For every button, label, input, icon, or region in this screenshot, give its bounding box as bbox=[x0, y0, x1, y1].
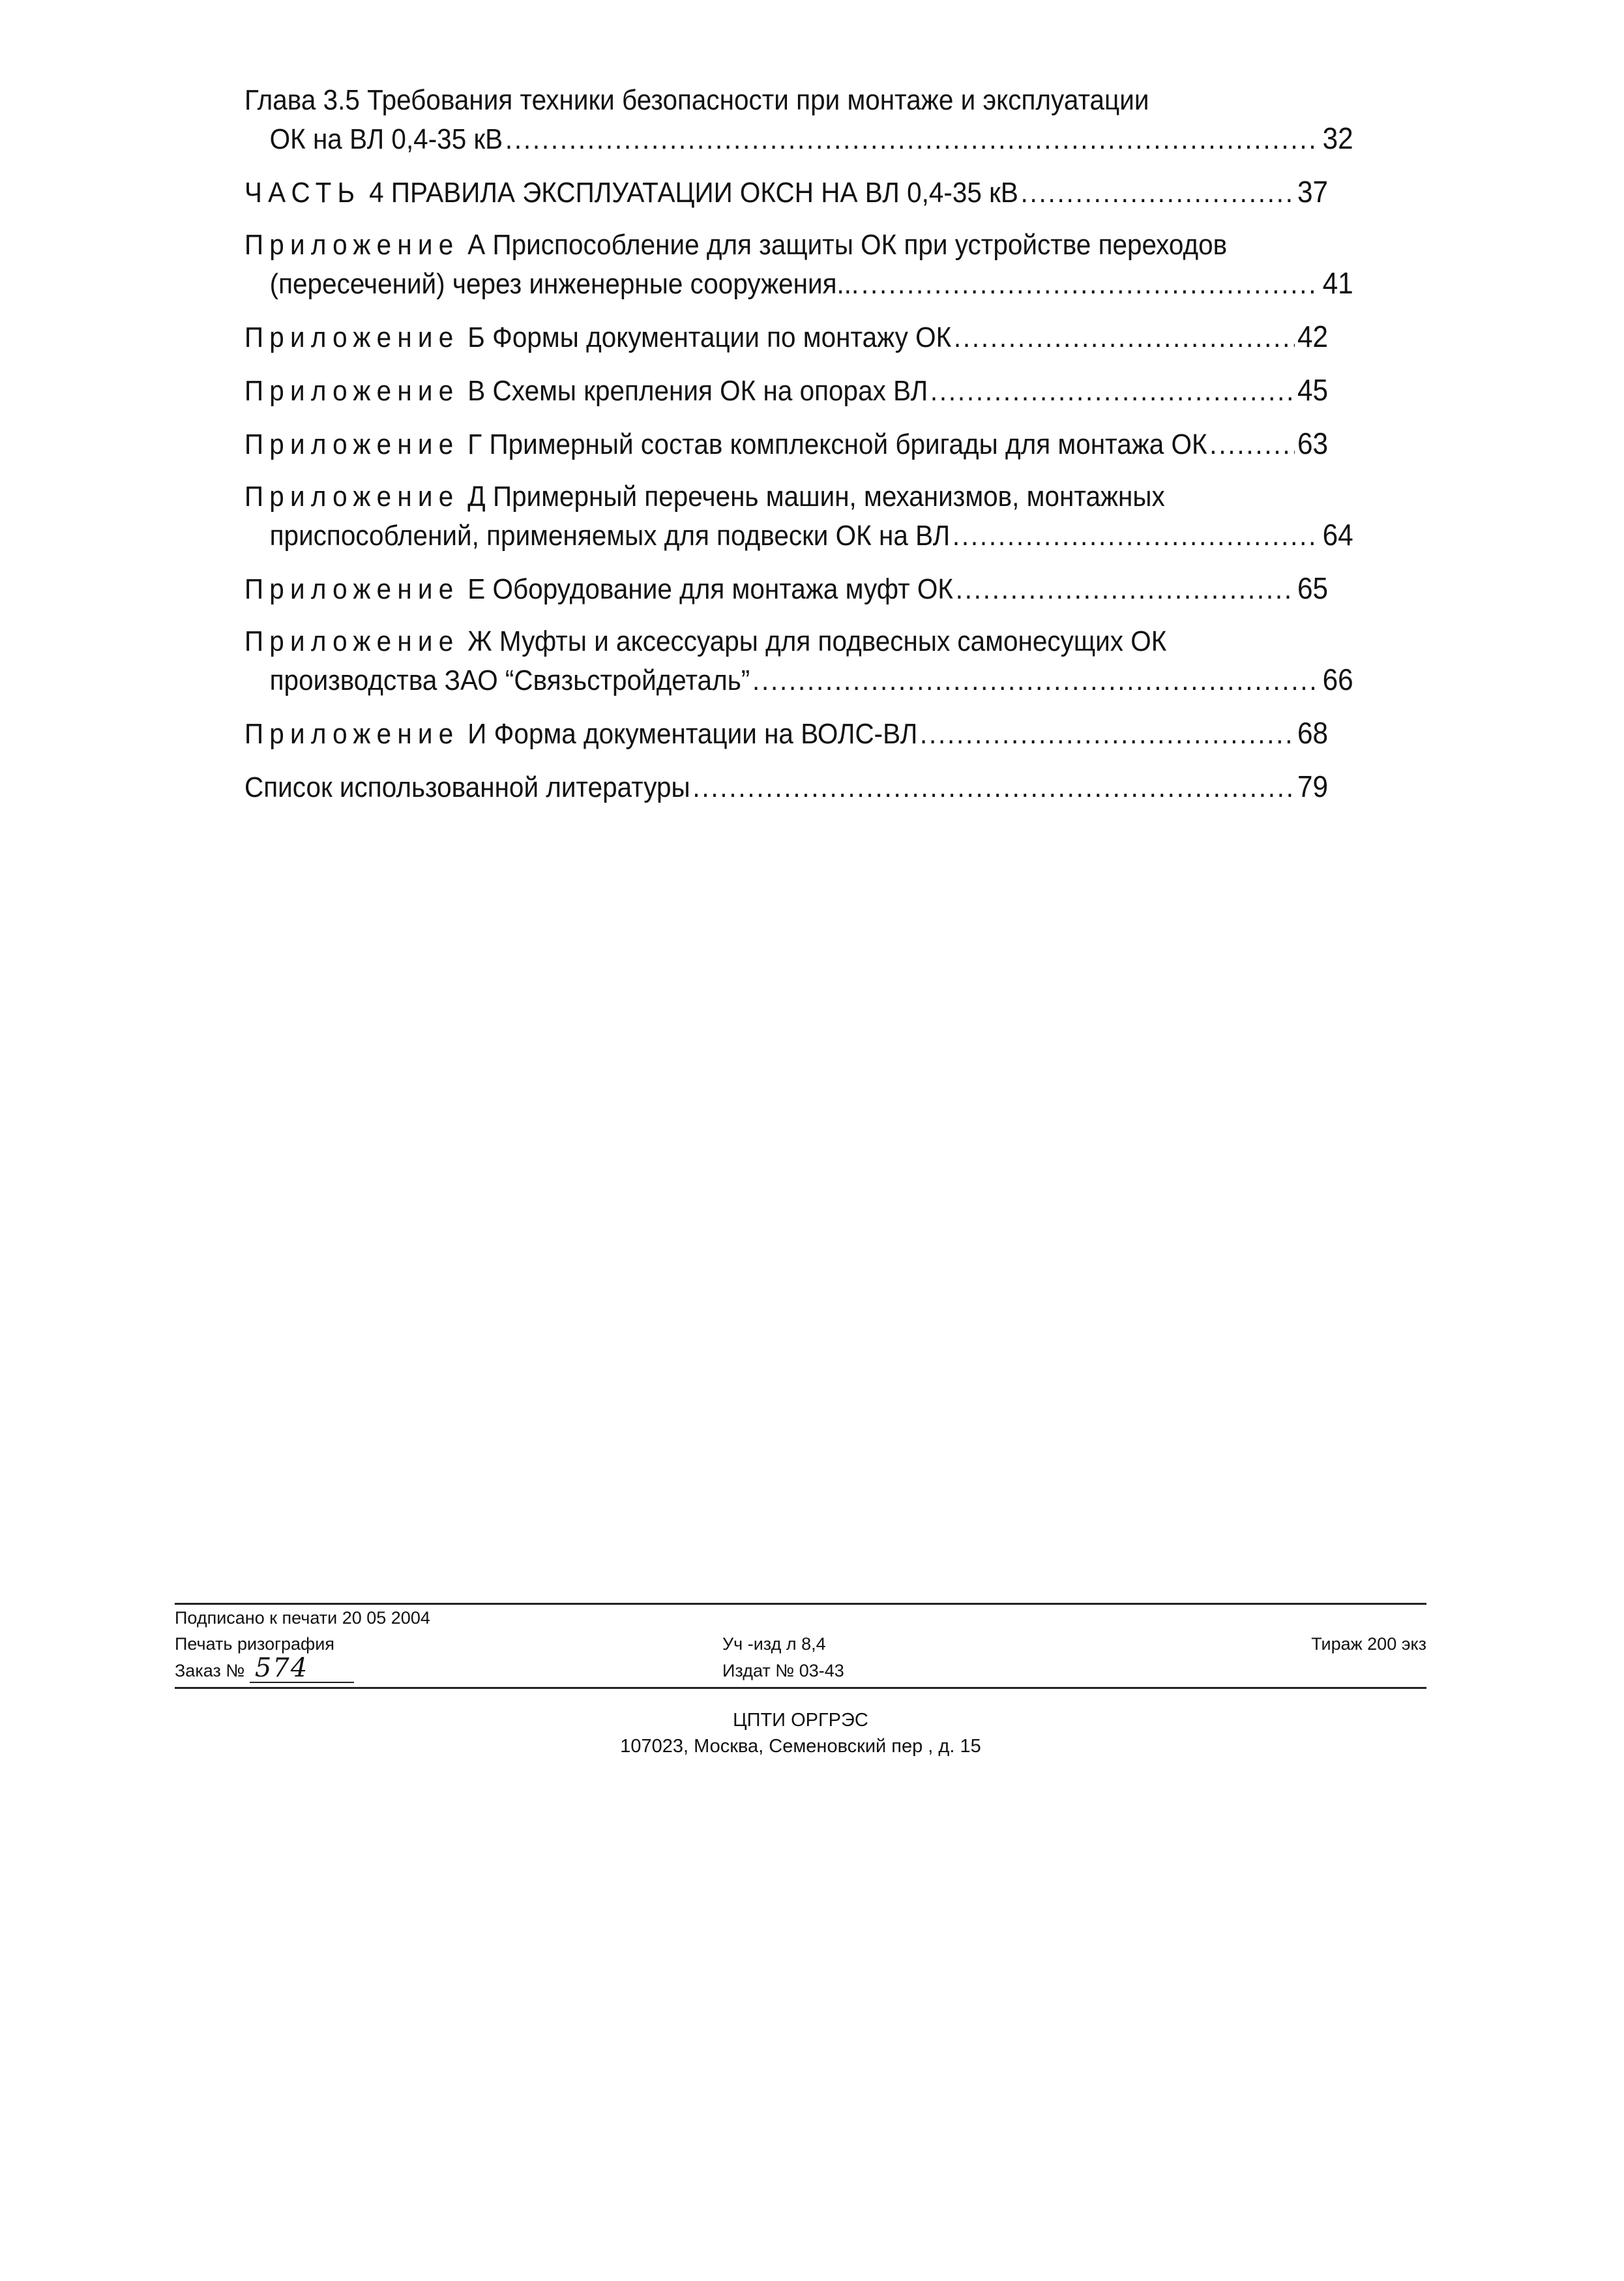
toc-page-number: 66 bbox=[1322, 663, 1353, 696]
toc-entry-label: Приложение bbox=[244, 321, 460, 353]
toc-entry-title-continued: (пересечений) через инженерные сооружения... bbox=[269, 268, 859, 300]
toc-entry-title: 4 ПРАВИЛА ЭКСПЛУАТАЦИИ ОКСН НА ВЛ 0,4-35 кВ bbox=[369, 177, 1018, 209]
toc-page-number: 79 bbox=[1297, 769, 1329, 803]
publisher-address: 107023, Москва, Семеновский пер , д. 15 bbox=[620, 1736, 981, 1757]
toc-entry bbox=[244, 371, 1328, 410]
print-type: Печать ризография bbox=[175, 1634, 334, 1654]
colophon bbox=[175, 1603, 1426, 1759]
toc-page-number: 63 bbox=[1297, 426, 1329, 460]
leader-dots bbox=[861, 265, 1320, 303]
toc-entry-label: Приложение bbox=[244, 375, 460, 407]
toc-entry-label: Приложение bbox=[244, 481, 460, 513]
toc-entry-title: Г Примерный состав комплексной бригады для монтажа ОК bbox=[467, 428, 1207, 460]
leader-dots bbox=[752, 662, 1320, 700]
publication-number: Издат № 03-43 bbox=[722, 1661, 844, 1680]
leader-dots bbox=[952, 517, 1320, 555]
divider bbox=[175, 1687, 1426, 1689]
toc-entry-title: И Форма документации на ВОЛС-ВЛ bbox=[467, 718, 918, 750]
toc-entry bbox=[244, 226, 1353, 303]
toc-entry bbox=[244, 569, 1328, 608]
toc-entry-title: Глава 3.5 Требования техники безопасности при монтаже и эксплуатации bbox=[244, 84, 1149, 116]
toc-entry bbox=[244, 768, 1328, 807]
toc-entry-label: Приложение bbox=[244, 573, 460, 605]
toc-entry bbox=[244, 82, 1353, 158]
toc-page-number: 37 bbox=[1297, 175, 1329, 209]
toc-page-number: 65 bbox=[1297, 571, 1329, 605]
leader-dots bbox=[505, 121, 1320, 158]
toc-entry-label: Приложение bbox=[244, 718, 460, 750]
leader-dots bbox=[1021, 174, 1295, 212]
leader-dots bbox=[920, 715, 1295, 753]
toc-entry-title: Д Примерный перечень машин, механизмов, монтажных bbox=[467, 481, 1165, 513]
toc-page-number: 45 bbox=[1297, 373, 1329, 407]
toc-entry-title-continued: производства ЗАО “Связьстройдеталь” bbox=[269, 664, 750, 696]
toc-entry-title: В Схемы крепления ОК на опорах ВЛ bbox=[467, 375, 928, 407]
table-of-contents bbox=[244, 82, 1353, 821]
toc-entry-title: Е Оборудование для монтажа муфт ОК bbox=[467, 573, 954, 605]
toc-entry-title: Список использованной литературы bbox=[244, 771, 690, 803]
toc-page-number: 64 bbox=[1322, 518, 1353, 552]
leader-dots bbox=[1209, 426, 1295, 464]
publisher-block bbox=[175, 1707, 1426, 1759]
toc-page-number: 32 bbox=[1322, 121, 1353, 155]
toc-entry bbox=[244, 425, 1328, 464]
toc-entry bbox=[244, 318, 1328, 357]
toc-page-number: 41 bbox=[1322, 266, 1353, 300]
publishing-sheets: Уч -изд л 8,4 bbox=[722, 1634, 826, 1654]
toc-entry-label: Приложение bbox=[244, 625, 460, 657]
signed-for-print: Подписано к печати 20 05 2004 bbox=[175, 1608, 430, 1628]
toc-entry-label: Приложение bbox=[244, 229, 460, 261]
order-label: Заказ № bbox=[175, 1661, 245, 1680]
publisher-name: ЦПТИ ОРГРЭС bbox=[733, 1710, 868, 1731]
leader-dots bbox=[930, 372, 1295, 410]
toc-entry bbox=[244, 714, 1328, 753]
leader-dots bbox=[956, 571, 1295, 608]
toc-entry-title: Б Формы документации по монтажу ОК bbox=[467, 321, 952, 353]
toc-entry bbox=[244, 478, 1353, 555]
toc-entry-title: А Приспособление для защиты ОК при устройстве переходов bbox=[467, 229, 1228, 261]
print-run: Тираж 200 экз bbox=[1311, 1634, 1426, 1654]
leader-dots bbox=[692, 769, 1295, 807]
toc-entry-label: Приложение bbox=[244, 428, 460, 460]
toc-page-number: 68 bbox=[1297, 716, 1329, 750]
toc-entry-title-continued: ОК на ВЛ 0,4-35 кВ bbox=[269, 123, 503, 155]
toc-entry-title: Ж Муфты и аксессуары для подвесных самонесущих ОК bbox=[467, 625, 1167, 657]
order-number: 574 bbox=[254, 1653, 309, 1683]
toc-entry-title-continued: приспособлений, применяемых для подвески ОК на ВЛ bbox=[269, 520, 951, 552]
toc-entry-label: ЧАСТЬ bbox=[244, 177, 361, 209]
toc-page-number: 42 bbox=[1297, 320, 1329, 353]
toc-entry bbox=[244, 173, 1328, 212]
toc-entry bbox=[244, 623, 1353, 700]
leader-dots bbox=[954, 319, 1295, 357]
